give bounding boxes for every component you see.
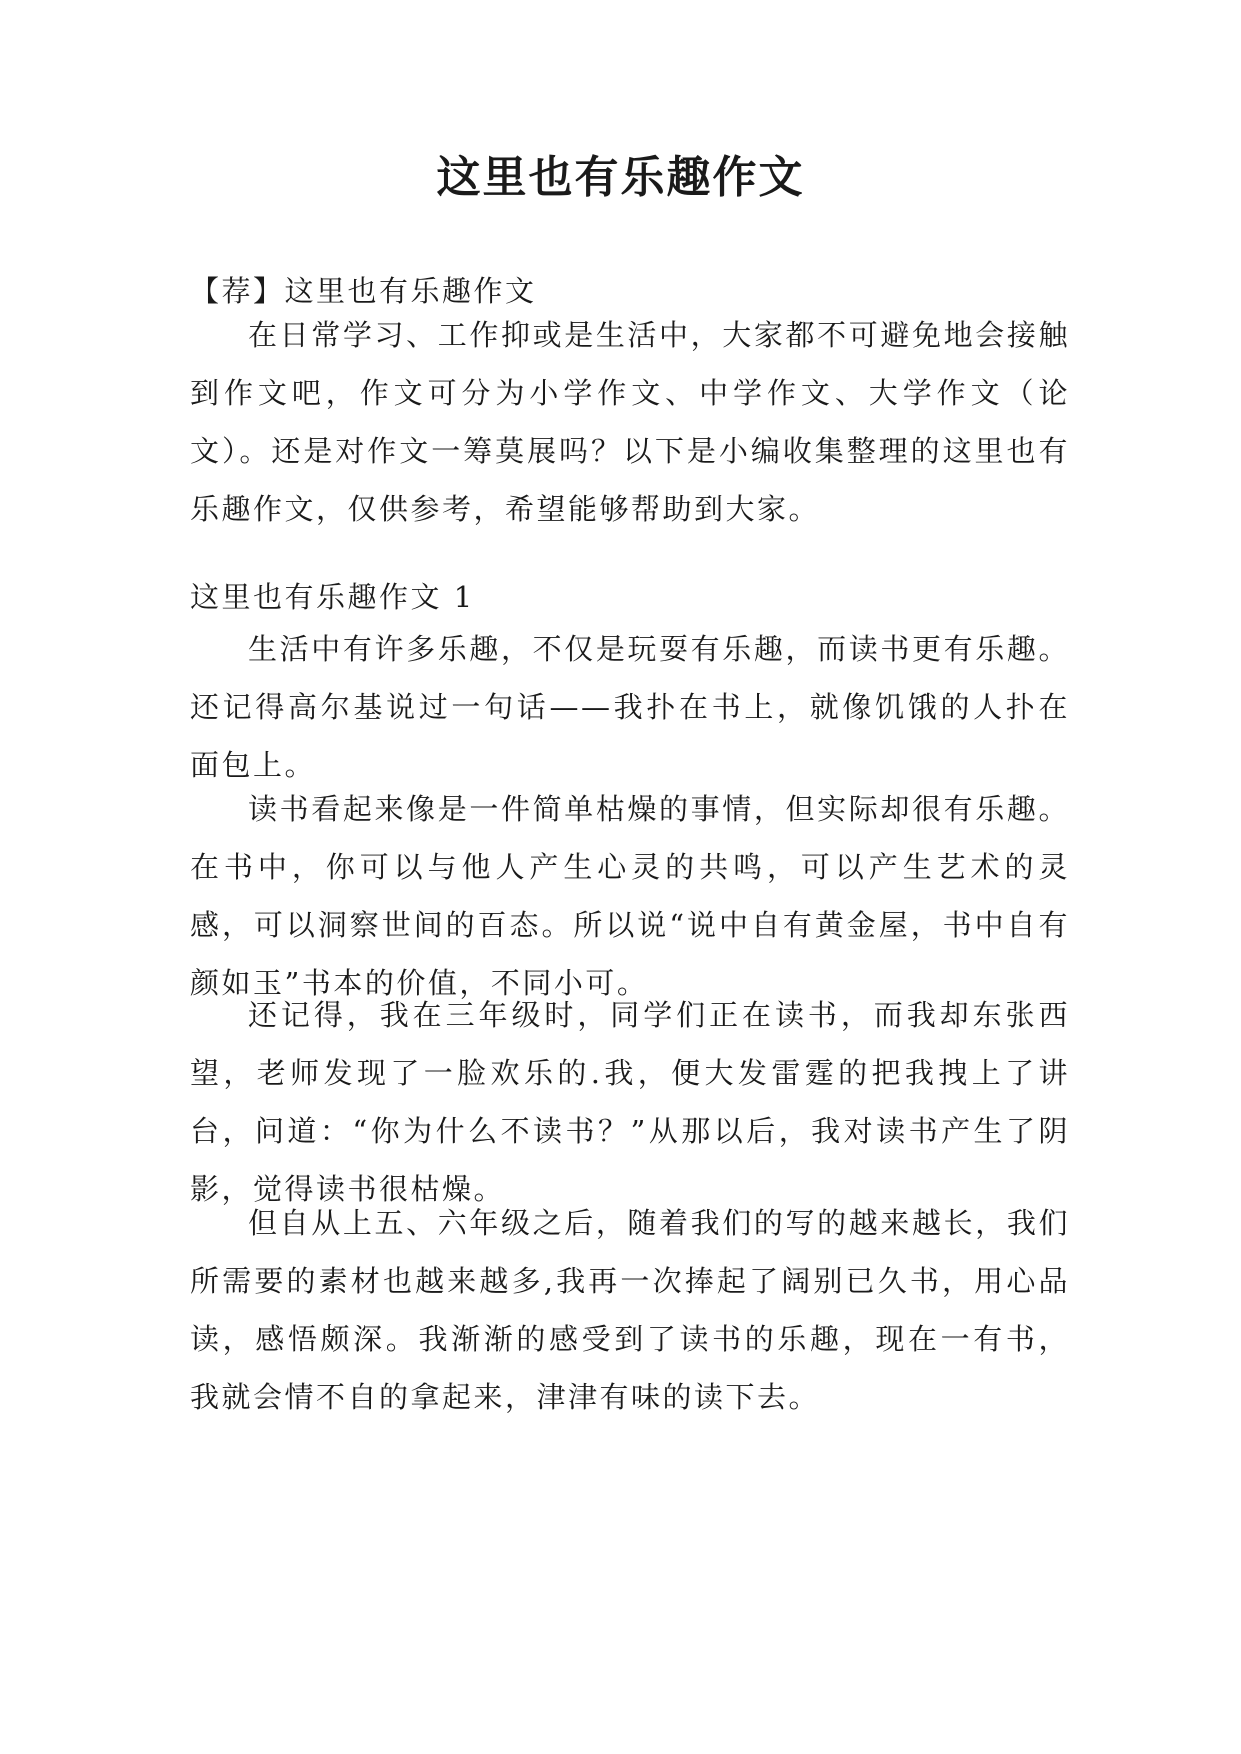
intro-heading: 【荐】这里也有乐趣作文 bbox=[190, 274, 537, 308]
body-paragraph-1: 生活中有许多乐趣，不仅是玩耍有乐趣，而读书更有乐趣。还记得高尔基说过一句话——我扑在书上，就像饥饿的人扑在面包上。 bbox=[190, 632, 1070, 782]
section-heading: 这里也有乐趣作文 1 bbox=[190, 580, 475, 614]
intro-paragraph: 在日常学习、工作抑或是生活中，大家都不可避免地会接触到作文吧，作文可分为小学作文、中学作文、大学作文（论文）。还是对作文一筹莫展吗？以下是小编收集整理的这里也有乐趣作文，仅供参考，希望能够帮助到大家。 bbox=[190, 318, 1070, 526]
body-paragraph-3: 还记得，我在三年级时，同学们正在读书，而我却东张西望，老师发现了一脸欢乐的.我，便大发雷霆的把我拽上了讲台，问道：“你为什么不读书？”从那以后，我对读书产生了阴影，觉得读书很枯燥。 bbox=[190, 998, 1070, 1206]
body-paragraph-2: 读书看起来像是一件简单枯燥的事情，但实际却很有乐趣。在书中，你可以与他人产生心灵的共鸣，可以产生艺术的灵感，可以洞察世间的百态。所以说“说中自有黄金屋，书中自有颜如玉”书本的价值，不同小可。 bbox=[190, 792, 1070, 1000]
document-title: 这里也有乐趣作文 bbox=[436, 152, 805, 203]
body-paragraph-4: 但自从上五、六年级之后，随着我们的写的越来越长，我们所需要的素材也越来越多,我再一次捧起了阔别已久书，用心品读，感悟颇深。我渐渐的感受到了读书的乐趣，现在一有书，我就会情不自的拿起来，津津有味的读下去。 bbox=[190, 1206, 1070, 1414]
